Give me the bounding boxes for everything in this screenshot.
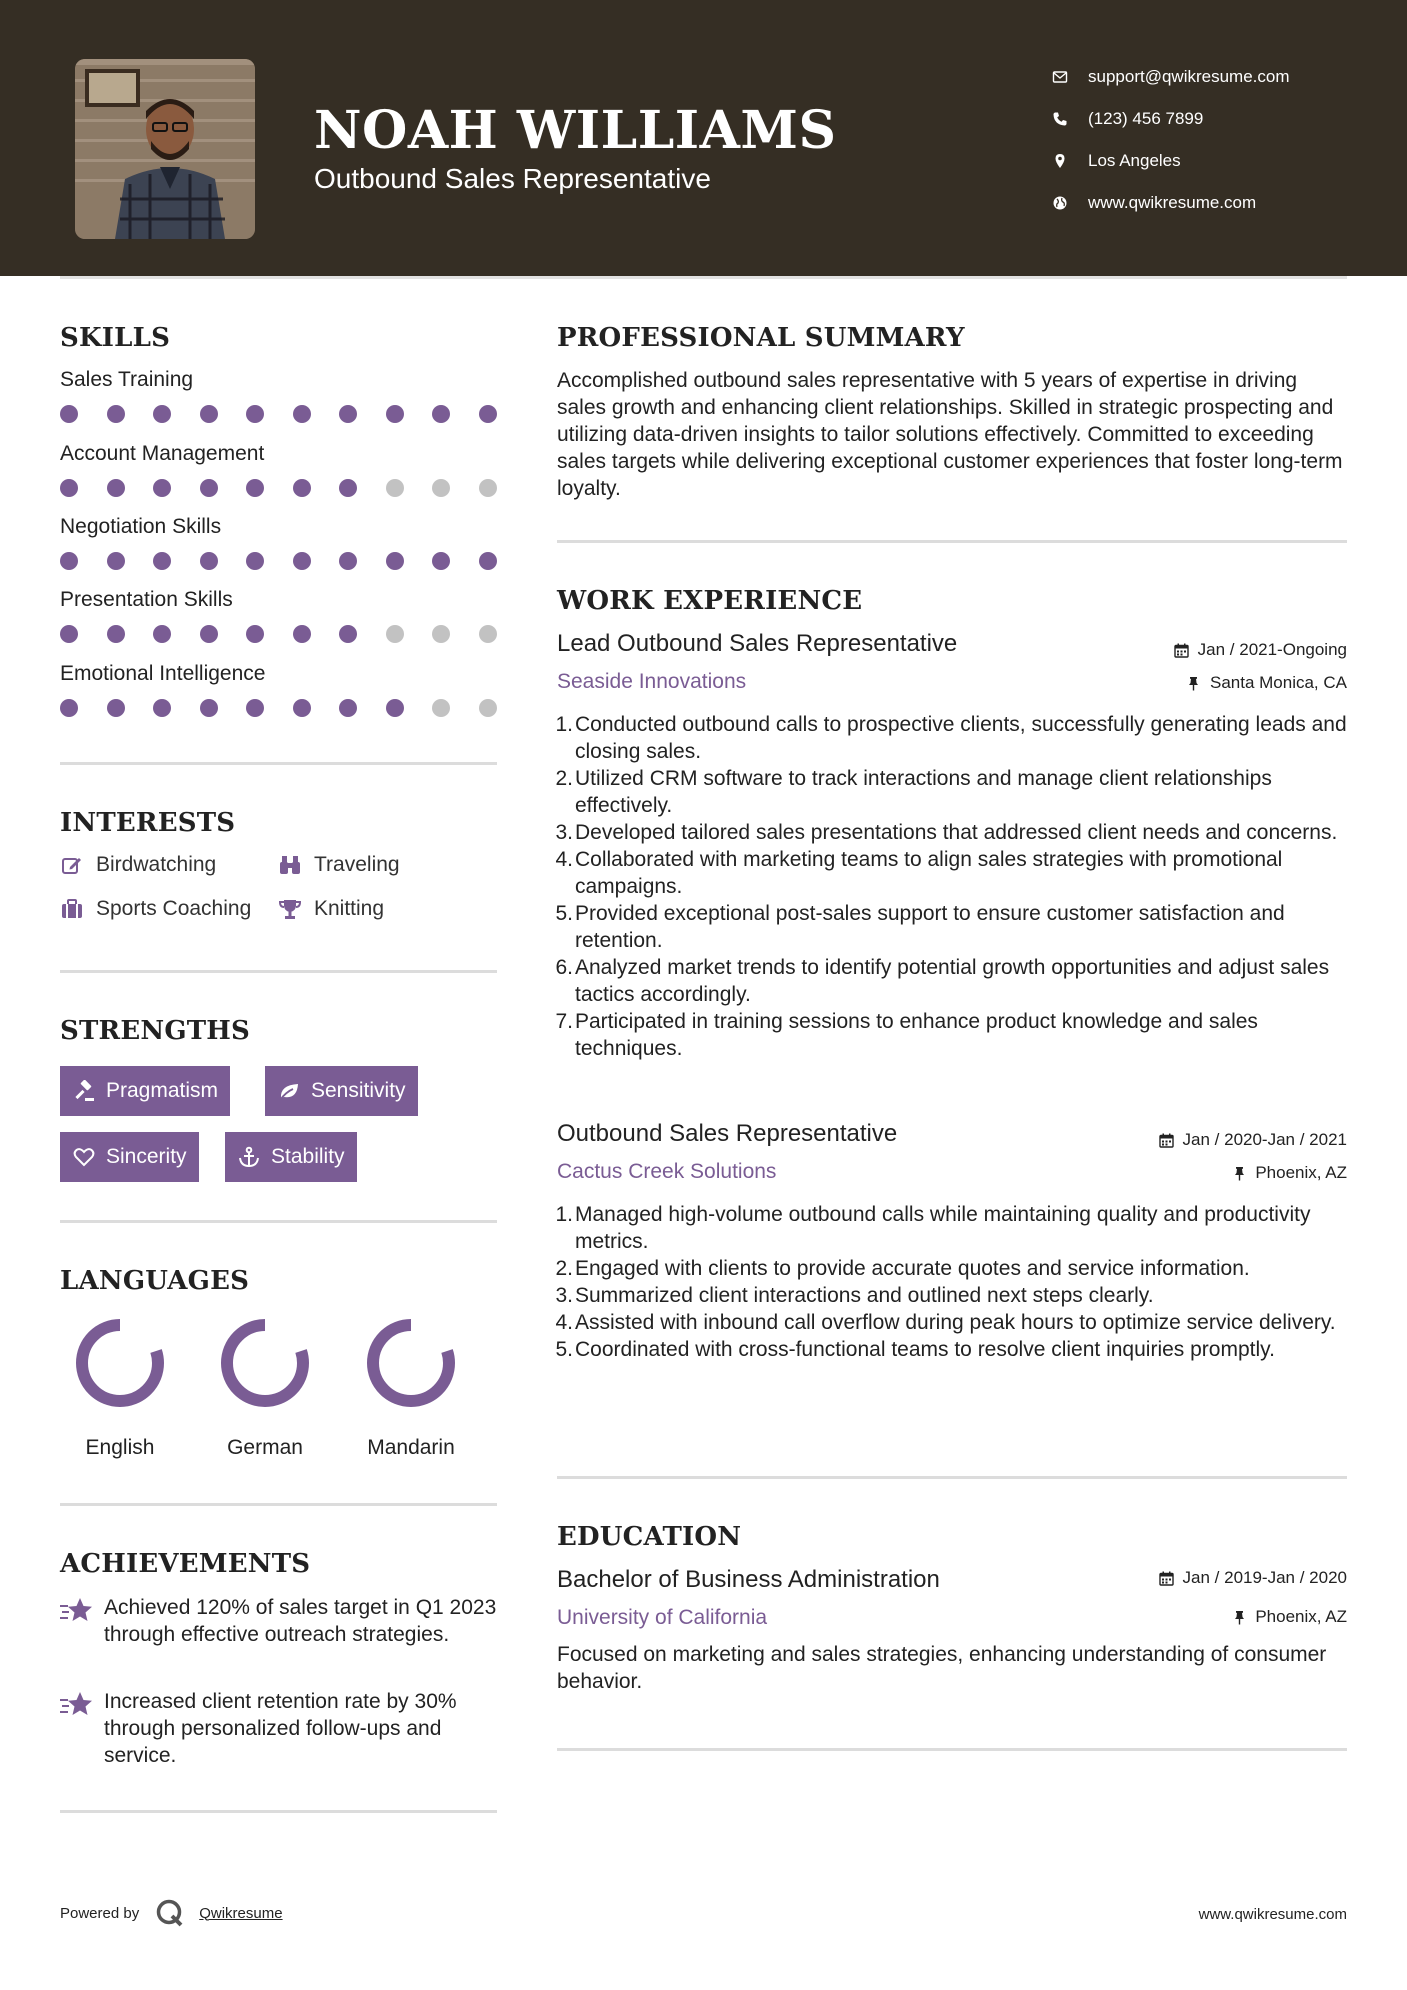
header-divider <box>60 276 1347 279</box>
language-label: Mandarin <box>367 1436 455 1459</box>
bullet-number: 4. <box>555 1311 573 1334</box>
skill-dots <box>60 405 497 425</box>
achievements-title: ACHIEVEMENTS <box>60 1549 311 1579</box>
bullet-number: 6. <box>555 956 573 979</box>
language-item <box>205 1318 325 1460</box>
skill-dot-filled <box>479 405 497 423</box>
skill-dot-empty <box>479 625 497 643</box>
company-name: Cactus Creek Solutions <box>557 1160 777 1183</box>
achievement-item <box>60 1594 497 1648</box>
section-divider <box>60 1220 497 1223</box>
achievement-item <box>60 1688 497 1769</box>
profile-photo <box>75 59 255 239</box>
strength-badge <box>60 1066 230 1116</box>
job-location <box>1186 673 1347 693</box>
skill-dot-filled <box>293 552 311 570</box>
skill-label: Negotiation Skills <box>60 515 222 538</box>
map-pin-icon <box>1050 151 1070 171</box>
section-divider <box>60 762 497 765</box>
strength-badge <box>265 1066 418 1116</box>
job-bullet <box>557 765 1347 819</box>
job-bullet <box>557 1255 1347 1282</box>
education-date-text: Jan / 2019-Jan / 2020 <box>1182 1568 1347 1587</box>
interest-label: Sports Coaching <box>96 897 252 920</box>
education-location <box>1231 1607 1347 1627</box>
skill-dot-filled <box>246 552 264 570</box>
job-bullet <box>557 1336 1347 1363</box>
skill-dot-filled <box>107 625 125 643</box>
binoculars-icon <box>278 853 302 877</box>
skill-dot-filled <box>200 479 218 497</box>
skill-dot-filled <box>60 699 78 717</box>
achievement-text: Increased client retention rate by 30% through personalized follow-ups and service. <box>104 1690 457 1767</box>
job-bullet <box>557 711 1347 765</box>
bullet-number: 3. <box>555 1284 573 1307</box>
qwikresume-logo-icon <box>155 1898 185 1928</box>
bullet-text: Managed high-volume outbound calls while maintaining quality and productivity metrics. <box>575 1203 1311 1253</box>
skill-dot-filled <box>153 405 171 423</box>
language-ring <box>75 1318 165 1408</box>
job-location-text: Phoenix, AZ <box>1255 1163 1347 1182</box>
skill-dot-empty <box>432 699 450 717</box>
language-ring-arc <box>82 1325 158 1401</box>
contact-location-text: Los Angeles <box>1088 151 1181 170</box>
envelope-icon <box>1050 67 1070 87</box>
language-ring <box>220 1318 310 1408</box>
job-bullets <box>557 1201 1347 1363</box>
strength-badge <box>225 1132 357 1182</box>
contact-email[interactable] <box>1050 56 1290 98</box>
calendar-icon <box>1159 1570 1175 1586</box>
language-ring-arc <box>373 1325 449 1401</box>
powered-by-text: Powered by <box>60 1904 140 1922</box>
bullet-text: Developed tailored sales presentations that addressed client needs and concerns. <box>575 821 1338 844</box>
interest-item <box>60 853 216 877</box>
gavel-icon <box>72 1079 96 1103</box>
skill-dot-filled <box>60 479 78 497</box>
skill-dot-filled <box>386 552 404 570</box>
candidate-role: Outbound Sales Representative <box>314 163 711 194</box>
job-bullet <box>557 1309 1347 1336</box>
bullet-number: 3. <box>555 821 573 844</box>
skill-dot-filled <box>339 552 357 570</box>
strength-label: Sensitivity <box>311 1079 406 1102</box>
contact-phone[interactable] <box>1050 98 1290 140</box>
interest-item <box>278 897 384 921</box>
bullet-number: 2. <box>555 767 573 790</box>
skill-dot-filled <box>386 405 404 423</box>
skill-dot-filled <box>386 699 404 717</box>
skill-dots <box>60 552 497 572</box>
achievement-text: Achieved 120% of sales target in Q1 2023 through effective outreach strategies. <box>104 1596 497 1646</box>
skill-dot-filled <box>339 479 357 497</box>
job-date-text: Jan / 2020-Jan / 2021 <box>1182 1130 1347 1149</box>
star-icon <box>60 1596 94 1626</box>
skill-dot-filled <box>153 699 171 717</box>
bullet-number: 2. <box>555 1257 573 1280</box>
skill-dot-empty <box>479 479 497 497</box>
education-title: EDUCATION <box>557 1522 742 1552</box>
company-name: Seaside Innovations <box>557 670 747 693</box>
interest-label: Traveling <box>314 853 400 876</box>
skill-dot-filled <box>293 625 311 643</box>
skill-label: Emotional Intelligence <box>60 662 266 685</box>
education-date <box>1159 1568 1347 1588</box>
bullet-text: Conducted outbound calls to prospective clients, successfully generating leads and closing sales. <box>575 713 1347 763</box>
resume-header <box>0 0 1407 276</box>
leaf-icon <box>277 1079 301 1103</box>
skill-dot-filled <box>339 405 357 423</box>
skill-dot-filled <box>60 552 78 570</box>
interest-item <box>278 853 400 877</box>
skill-dot-filled <box>153 625 171 643</box>
bullet-text: Engaged with clients to provide accurate quotes and service information. <box>575 1257 1250 1280</box>
trophy-icon <box>278 897 302 921</box>
job-bullet <box>557 846 1347 900</box>
skill-dot-filled <box>200 552 218 570</box>
bullet-text: Assisted with inbound call overflow during peak hours to optimize service delivery. <box>575 1311 1336 1334</box>
education-location-text: Phoenix, AZ <box>1255 1607 1347 1626</box>
footer-powered-by <box>60 1898 283 1928</box>
skill-dot-empty <box>386 479 404 497</box>
bullet-text: Collaborated with marketing teams to align sales strategies with promotional campaigns. <box>575 848 1283 898</box>
qwikresume-link[interactable]: Qwikresume <box>199 1904 283 1922</box>
skill-dot-empty <box>386 625 404 643</box>
skill-label: Sales Training <box>60 368 194 391</box>
skill-dot-filled <box>200 405 218 423</box>
job-title: Lead Outbound Sales Representative <box>557 630 958 657</box>
skill-dot-filled <box>293 405 311 423</box>
bullet-text: Coordinated with cross-functional teams to resolve client inquiries promptly. <box>575 1338 1275 1361</box>
globe-icon <box>1050 193 1070 213</box>
summary-title: PROFESSIONAL SUMMARY <box>557 323 965 353</box>
job-bullet <box>557 1282 1347 1309</box>
contact-phone-text: (123) 456 7899 <box>1088 109 1204 128</box>
contact-location <box>1050 140 1290 182</box>
profile-photo-illustration <box>75 59 255 239</box>
footer-url[interactable]: www.qwikresume.com <box>1198 1906 1347 1923</box>
job-date <box>1174 640 1347 660</box>
skill-dot-filled <box>153 552 171 570</box>
skill-dots <box>60 625 497 645</box>
skill-dot-filled <box>200 699 218 717</box>
bullet-text: Analyzed market trends to identify potential growth opportunities and adjust sales tactics accordingly. <box>575 956 1330 1006</box>
bullet-number: 5. <box>555 902 573 925</box>
language-ring <box>366 1318 456 1408</box>
bullet-text: Utilized CRM software to track interactions and manage client relationships effectively. <box>575 767 1272 817</box>
bullet-number: 7. <box>555 1010 573 1033</box>
skill-dot-filled <box>107 405 125 423</box>
skill-dot-empty <box>432 479 450 497</box>
bullet-text: Participated in training sessions to enhance product knowledge and sales techniques. <box>575 1010 1258 1060</box>
skill-dot-filled <box>60 405 78 423</box>
pushpin-icon <box>1231 1165 1247 1181</box>
skill-dot-filled <box>293 479 311 497</box>
skill-dot-filled <box>479 552 497 570</box>
skill-dot-filled <box>107 479 125 497</box>
bullet-number: 4. <box>555 848 573 871</box>
language-label: English <box>85 1436 155 1459</box>
skills-title: SKILLS <box>60 323 171 353</box>
skill-dot-filled <box>246 479 264 497</box>
interest-label: Knitting <box>314 897 385 920</box>
skill-dot-filled <box>107 552 125 570</box>
interests-title: INTERESTS <box>60 808 236 838</box>
pencil-square-icon <box>60 853 84 877</box>
language-ring-arc <box>227 1325 303 1401</box>
job-bullet <box>557 1201 1347 1255</box>
degree-title: Bachelor of Business Administration <box>557 1566 940 1593</box>
bullet-text: Provided exceptional post-sales support to ensure customer satisfaction and retention. <box>575 902 1285 952</box>
interest-item <box>60 897 251 921</box>
language-item <box>60 1318 180 1460</box>
job-bullet <box>557 954 1347 1008</box>
bullet-number: 1. <box>555 1203 573 1226</box>
education-description: Focused on marketing and sales strategies, enhancing understanding of consumer behavior. <box>557 1643 1327 1693</box>
section-divider <box>557 1476 1347 1479</box>
calendar-icon <box>1159 1132 1175 1148</box>
section-divider <box>60 970 497 973</box>
skill-dot-filled <box>246 405 264 423</box>
strengths-title: STRENGTHS <box>60 1016 251 1046</box>
phone-icon <box>1050 109 1070 129</box>
skill-dot-filled <box>153 479 171 497</box>
contact-website[interactable] <box>1050 182 1290 224</box>
skill-dot-filled <box>60 625 78 643</box>
skill-dots <box>60 479 497 499</box>
skill-dot-filled <box>339 625 357 643</box>
job-bullet <box>557 819 1347 846</box>
skill-dot-empty <box>479 699 497 717</box>
job-date <box>1159 1130 1347 1150</box>
skill-label: Account Management <box>60 442 265 465</box>
skill-dot-empty <box>432 625 450 643</box>
job-location <box>1231 1163 1347 1183</box>
job-bullet <box>557 900 1347 954</box>
skill-dots <box>60 699 497 719</box>
job-location-text: Santa Monica, CA <box>1209 673 1347 692</box>
job-title: Outbound Sales Representative <box>557 1120 898 1147</box>
skill-dot-filled <box>432 405 450 423</box>
school-name: University of California <box>557 1606 768 1629</box>
experience-title: WORK EXPERIENCE <box>557 586 863 616</box>
job-bullet <box>557 1008 1347 1062</box>
language-label: German <box>227 1436 303 1459</box>
bullet-text: Summarized client interactions and outlined next steps clearly. <box>575 1284 1154 1307</box>
skill-dot-filled <box>339 699 357 717</box>
job-date-text: Jan / 2021-Ongoing <box>1197 640 1347 659</box>
section-divider <box>60 1503 497 1506</box>
contact-email-text: support@qwikresume.com <box>1088 67 1290 86</box>
briefcase-icon <box>60 897 84 921</box>
skill-dot-filled <box>432 552 450 570</box>
skill-dot-filled <box>246 625 264 643</box>
section-divider <box>557 540 1347 543</box>
contact-website-text: www.qwikresume.com <box>1088 193 1257 212</box>
strength-label: Stability <box>271 1145 345 1168</box>
strength-label: Pragmatism <box>106 1079 219 1102</box>
strength-label: Sincerity <box>106 1145 187 1168</box>
candidate-name: NOAH WILLIAMS <box>314 100 837 161</box>
anchor-icon <box>237 1145 261 1169</box>
skill-label: Presentation Skills <box>60 588 233 611</box>
section-divider <box>60 1810 497 1813</box>
pushpin-icon <box>1231 1609 1247 1625</box>
language-item <box>351 1318 471 1460</box>
bullet-number: 1. <box>555 713 573 736</box>
skill-dot-filled <box>293 699 311 717</box>
skill-dot-filled <box>246 699 264 717</box>
contact-list <box>1050 56 1290 224</box>
star-icon <box>60 1690 94 1720</box>
languages-title: LANGUAGES <box>60 1266 250 1296</box>
job-bullets <box>557 711 1347 1062</box>
skill-dot-filled <box>107 699 125 717</box>
calendar-icon <box>1174 642 1190 658</box>
summary-text: Accomplished outbound sales representative with 5 years of expertise in driving sales growth and enhancing client relationships. Skilled in strategic prospecting and utilizing data-driven insights to tailor solutions effectively. Committed to exceeding sales targets while delivering exceptional customer experiences that foster long-term loyalty. <box>557 369 1343 500</box>
strength-badge <box>60 1132 199 1182</box>
section-divider <box>557 1748 1347 1751</box>
bullet-number: 5. <box>555 1338 573 1361</box>
skill-dot-filled <box>200 625 218 643</box>
pushpin-icon <box>1186 675 1202 691</box>
interest-label: Birdwatching <box>96 853 217 876</box>
heart-icon <box>72 1145 96 1169</box>
